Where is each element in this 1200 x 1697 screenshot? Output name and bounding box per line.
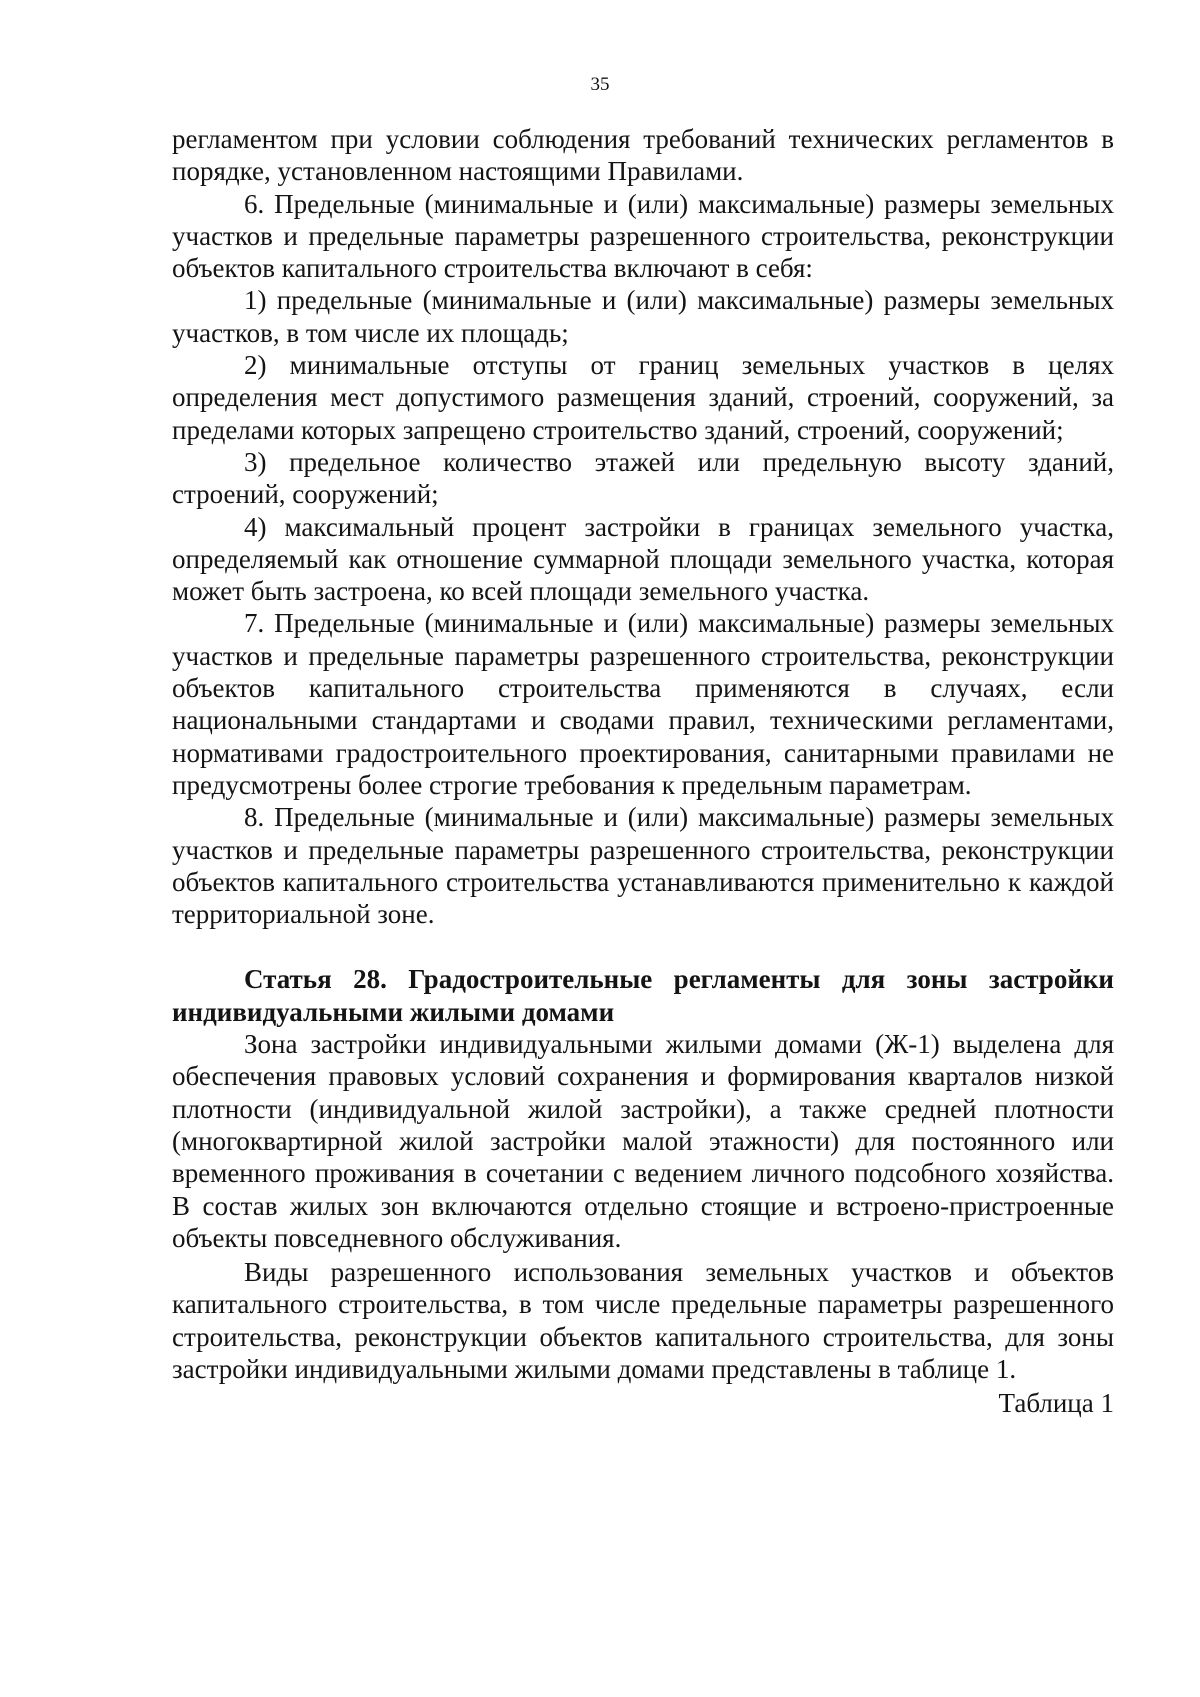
- page-number: 35: [590, 74, 610, 95]
- article-heading: Статья 28. Градостроительные регламенты для зоны застройки индивидуальными жилыми домами: [172, 964, 1114, 1027]
- article-paragraph-zone-description: Зона застройки индивидуальными жилыми домами (Ж-1) выделена для обеспечения правовых условий сохранения и формирования кварталов низкой плотности (индивидуальной жилой застройки), а также средней плотности (многоквартирной жилой застройки малой этажности) для постоянного или временного проживания в сочетании с ведением личного подсобного хозяйства. В состав жилых зон включаются отдельно стоящие и встроено-пристроенные объекты повседневного обслуживания.: [172, 1029, 1114, 1253]
- list-item-3: 3) предельное количество этажей или предельную высоту зданий, строений, сооружений;: [172, 446, 1114, 510]
- table-caption: Таблица 1: [998, 1388, 1114, 1419]
- list-item-1: 1) предельные (минимальные и (или) максимальные) размеры земельных участков, в том числе их площадь;: [172, 285, 1114, 348]
- page-content: [172, 123, 1114, 1420]
- paragraph-item-6: 6. Предельные (минимальные и (или) максимальные) размеры земельных участков и предельные параметры разрешенного строительства, реконструкции объектов капитального строительства включают в себя:: [172, 188, 1114, 284]
- article-paragraph-permitted-uses: Виды разрешенного использования земельных участков и объектов капитального строительства, в том числе предельные параметры разрешенного строительства, реконструкции объектов капитального строительства, для зоны застройки индивидуальными жилыми домами представлены в таблице 1.: [172, 1257, 1114, 1384]
- paragraph-item-8: 8. Предельные (минимальные и (или) максимальные) размеры земельных участков и предельные параметры разрешенного строительства, реконструкции объектов капитального строительства устанавливаются применительно к каждой территориальной зоне.: [172, 802, 1114, 930]
- paragraph-continuation: регламентом при условии соблюдения требований технических регламентов в порядке, установленном настоящими Правилами.: [172, 124, 1114, 187]
- list-item-2: 2) минимальные отступы от границ земельных участков в целях определения мест допустимого размещения зданий, строений, сооружений, за пределами которых запрещено строительство зданий, строений, сооружений;: [172, 350, 1114, 445]
- paragraph-item-7: 7. Предельные (минимальные и (или) максимальные) размеры земельных участков и предельные параметры разрешенного строительства, реконструкции объектов капитального строительства применяются в случаях, если национальными стандартами и сводами правил, техническими регламентами, нормативами градостроительного проектирования, санитарными правилами не предусмотрены более строгие требования к предельным параметрам.: [172, 608, 1114, 800]
- list-item-4: 4) максимальный процент застройки в границах земельного участка, определяемый как отношение суммарной площади земельного участка, которая может быть застроена, ко всей площади земельного участка.: [172, 511, 1114, 607]
